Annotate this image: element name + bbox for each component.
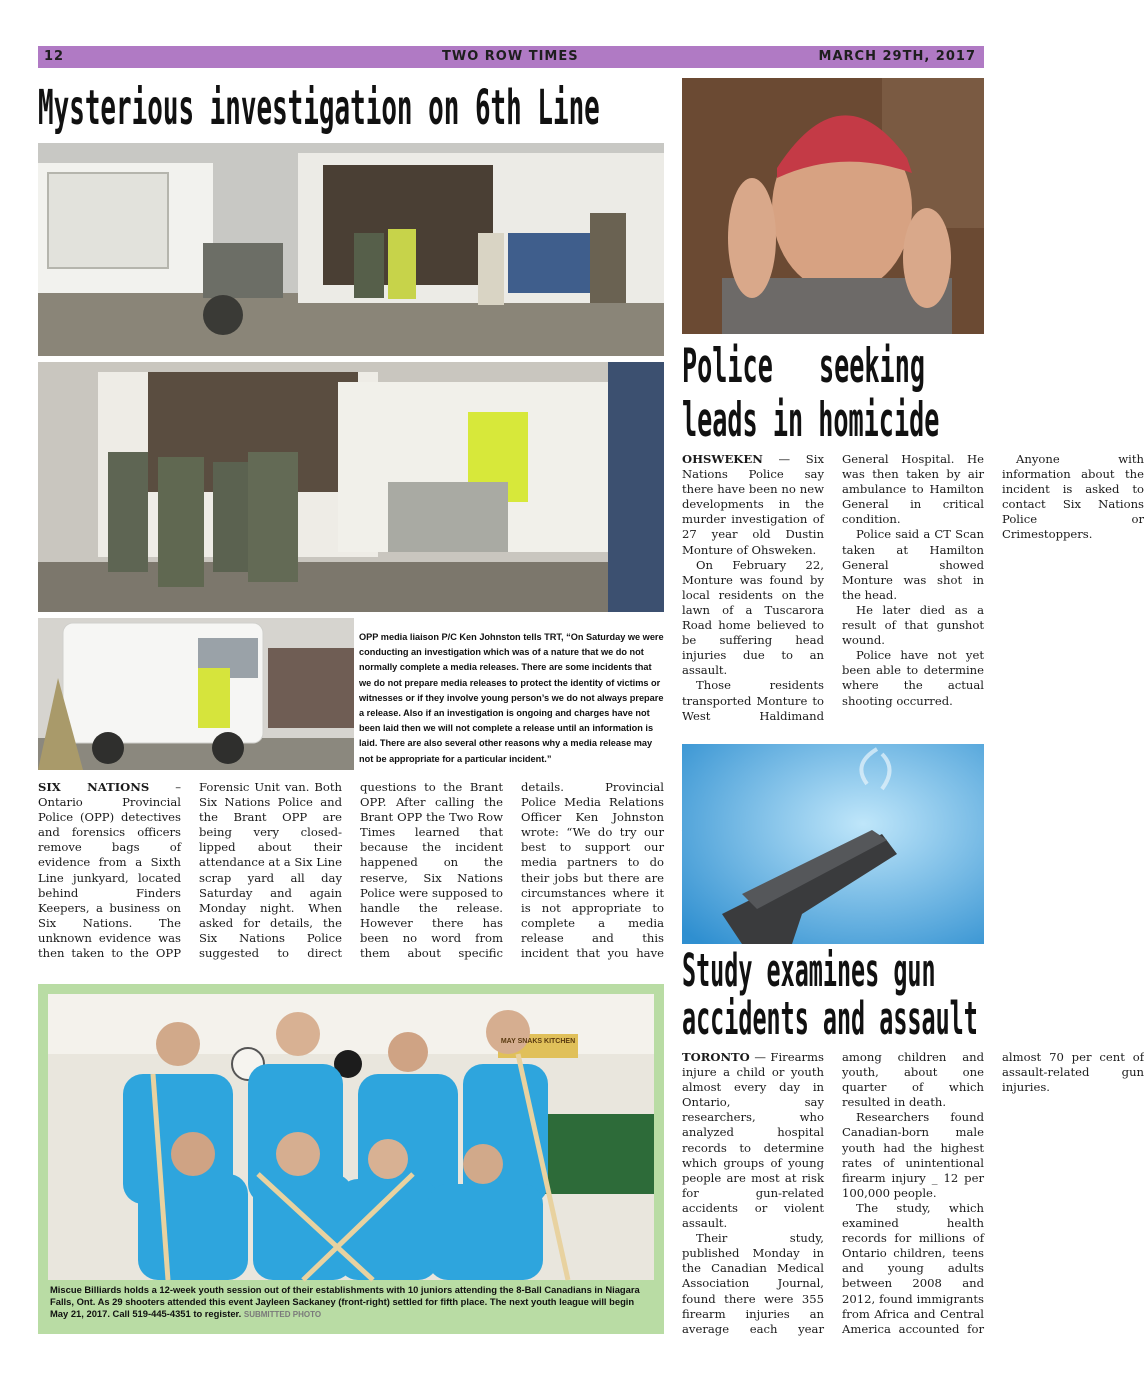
- billiards-box: [38, 984, 664, 1334]
- gun-story-body: TORONTO — Firearms injure a child or youth almost every day in Ontario, say researchers, who analyzed hospital records to determine which groups of young people are most at risk for gun-related accidents or violent assault. Their study, published Monday in the Canadian Medical Association Journal, found there were 355 firearm injuries an average each year among children and youth, about one quarter of which resulted in death. Researchers found Canadian-born male youth had the highest rates of unintentional firearm injury _ 12 per 100,000 people. The study, which examined health records for millions of Ontario children, teens and young adults between 2008 and 2012, found immigrants from Africa and Central America accounted for almost 70 per cent of assault-related gun injuries.: [682, 1050, 1144, 1336]
- billiards-photo-credit: SUBMITTED PHOTO: [243, 1310, 322, 1320]
- main-headline: Mysterious investigation on 6th Line: [38, 80, 600, 136]
- investigation-photo-1: [38, 143, 664, 356]
- gun-headline-line-2: accidents and assault: [682, 992, 978, 1045]
- header-bar: [38, 46, 984, 68]
- gun-dateline: TORONTO: [682, 1050, 750, 1064]
- homicide-story-body: OHSWEKEN — Six Nations Police say there have been no new developments in the murder investigation of 27 year old Dustin Monture of Ohsweken. On February 22, Monture was found by local residents on the lawn of a Tuscarora Road home believed to be suffering head injuries due to an assault. Those residents transported Monture to West Haldimand General Hospital. He was then taken by air ambulance to Hamilton General in critical condition. Police said a CT Scan taken at Hamilton General showed Monture was shot in the head. He later died as a result of that gunshot wound. Police have not yet been able to determine where the actual shooting occurred. Anyone with information about the incident is asked to contact Six Nations Police or Crimestoppers.: [682, 452, 1144, 723]
- investigation-photo-caption: OPP media liaison P/C Ken Johnston tells TRT, “On Saturday we were conducting an investigation which was of a nature that we do not normally complete a media releases. There are some incidents that we do not prepare media releases to protect the identity of victims or witnesses or if they involve young person’s we do not always prepare a release. Also if an investigation is ongoing and charges have not been laid then we will not complete a release until an information is laid. There are also several other reasons why a media release may not be appropriate for a particular incident.”: [359, 632, 664, 764]
- handgun-photo: [682, 744, 984, 944]
- gun-headline-line-1: Study examines gun: [682, 944, 936, 997]
- main-story-body: [38, 780, 664, 962]
- homicide-dateline: OHSWEKEN: [682, 452, 763, 466]
- homicide-headline-line-1: Police seeking: [682, 339, 925, 394]
- main-story-dateline: SIX NATIONS: [38, 780, 150, 794]
- billiards-team-photo: [48, 994, 654, 1280]
- billiards-caption: Miscue Billiards holds a 12-week youth session out of their establishments with 10 juniors attending the 8-Ball Canadians in Niagara Falls, Ont. As 29 shooters attended this event Jayleen Sackaney (front-right) settled for fifth place. The next youth league will begin May 21, 2017. Call 519-445-4351 to register. SUBMITTED PHOTO: [50, 1284, 640, 1320]
- publication-name: TWO ROW TIMES: [442, 49, 579, 64]
- main-story-text: – Ontario Provincial Police (OPP) detectives and forensics officers remove bags of evidence from a Sixth Line junkyard, located behind Finders Keepers, a business on Six Nations. The unknown evidence was then taken to the OPP Forensic Unit van. Both Six Nations Police and the Brant OPP are being very closed-lipped about their attendance at a Six Line scrap yard all day Saturday and again Monday night. When asked for details, the Six Nations Police suggested to direct questions to the Brant OPP. After calling the Brant OPP the Two Row Times learned that because the incident happened on the reserve, Six Nations Police were supposed to handle the release. However there has been no word from them about specific details. Provincial Police Media Relations Officer Ken Johnston wrote: “We do try our best to support our media partners to do their jobs but there are circumstances where it is not appropriate to complete a media release and this incident that you have: [38, 780, 664, 961]
- homicide-headline-line-2: leads in homicide: [682, 393, 940, 448]
- page-number: 12: [44, 49, 65, 64]
- kitchen-sign: MAY SNAKS KITCHEN: [500, 1038, 576, 1045]
- investigation-photo-3: [38, 618, 354, 770]
- homicide-victim-photo: [682, 78, 984, 334]
- issue-date: MARCH 29TH, 2017: [818, 49, 976, 64]
- investigation-photo-2: [38, 362, 664, 612]
